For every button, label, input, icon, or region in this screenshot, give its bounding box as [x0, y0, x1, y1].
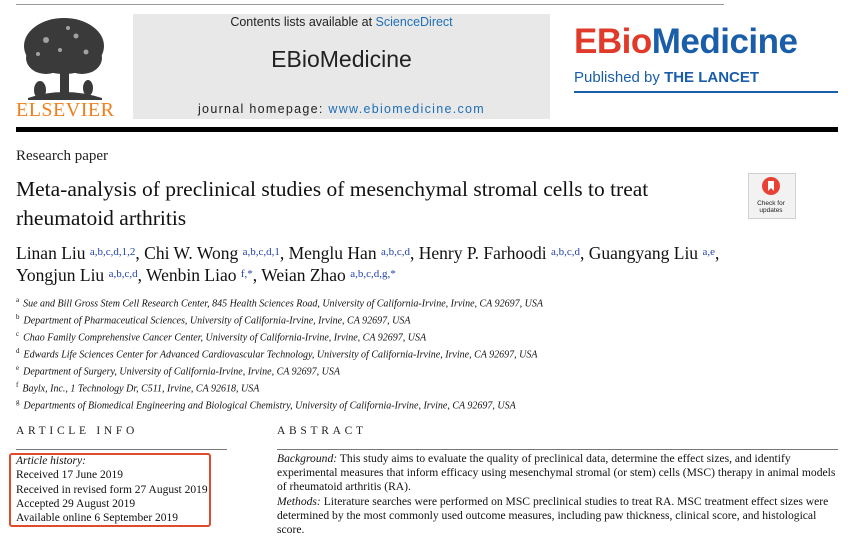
top-rule [16, 4, 724, 5]
affiliation-item [16, 345, 776, 362]
affiliation-text: Chao Family Comprehensive Cancer Center, University of California-Irvine, Irvine, CA 92697, USA [23, 332, 427, 344]
affiliation-key: e [16, 363, 20, 372]
affiliation-text: Sue and Bill Gross Stem Cell Research Center, 845 Health Sciences Road, University of California-Irvine, Irvine, CA 92697, USA [23, 298, 543, 310]
affiliation-text: Department of Surgery, University of California-Irvine, Irvine, CA 92697, USA [23, 366, 341, 378]
sciencedirect-link[interactable]: ScienceDirect [375, 15, 453, 29]
affiliation-key: g [16, 397, 20, 406]
brand-part1: EBio [574, 22, 652, 61]
author-name[interactable]: Menglu Han [288, 243, 377, 263]
contents-line [133, 15, 550, 29]
article-history [16, 454, 208, 525]
affiliation-item [16, 328, 776, 345]
methods-text: Literature searches were performed on MSC preclinical studies to treat RA. MSC treatment effect sizes were determined by the most commonly used outcome measures, including paw thickness, clinical score, and histological score. [277, 494, 829, 537]
author-affiliation-marks[interactable]: a,b,c,d [108, 268, 138, 280]
affiliation-item [16, 379, 776, 396]
contents-prefix: Contents lists available at [230, 15, 376, 29]
affiliation-key: d [16, 346, 20, 355]
author-separator: , [579, 243, 589, 263]
author-affiliation-marks[interactable]: f,* [240, 268, 253, 280]
journal-homepage [133, 102, 550, 116]
history-online: Available online 6 September 2019 [16, 512, 179, 525]
author-name[interactable]: Linan Liu [16, 243, 86, 263]
header-divider [16, 127, 838, 132]
author-separator: , [252, 265, 262, 285]
brand-rule [574, 91, 838, 93]
brand-sub-prefix: Published by [574, 69, 665, 86]
author-name[interactable]: Weian Zhao [261, 265, 346, 285]
author-affiliation-marks[interactable]: a,b,c,d,1 [242, 246, 280, 258]
article-info-rule [16, 449, 227, 450]
affiliation-item [16, 362, 776, 379]
abstract-rule [277, 449, 838, 450]
author-separator: , [409, 243, 419, 263]
author-name[interactable]: Yongjun Liu [16, 265, 105, 285]
abstract-background [277, 452, 839, 495]
author-affiliation-marks[interactable]: a,b,c,d,1,2 [89, 246, 136, 258]
affiliation-key: a [16, 296, 20, 304]
check-for-updates-label: Check for updates [757, 200, 785, 214]
author-name[interactable]: Guangyang Liu [588, 243, 699, 263]
background-text: This study aims to evaluate the quality of preclinical data, determine the effect sizes, and identify experimental measures that inform efficacy using mesenchymal stromal (or stem) cells (MSC) therapy in animal models of rheumatoid arthritis (RA). [277, 452, 836, 494]
affiliation-key: c [16, 329, 20, 338]
author-affiliation-marks[interactable]: a,b,c,d [380, 246, 410, 258]
affiliation-key: f [16, 380, 19, 389]
author-name[interactable]: Henry P. Farhoodi [418, 243, 547, 263]
author-affiliation-marks[interactable]: a,b,c,d [550, 246, 580, 258]
authors-line-2 [16, 264, 796, 286]
elsevier-wordmark[interactable]: ELSEVIER [16, 99, 115, 121]
article-info-heading: ARTICLE INFO [16, 425, 138, 437]
brand-subtitle [574, 69, 759, 86]
affiliation-text: Edwards Life Sciences Center for Advanced Cardiovascular Technology, University of California-Irvine, Irvine, CA 92697, USA [23, 349, 538, 361]
author-name[interactable]: Chi W. Wong [144, 243, 239, 263]
affiliation-key: b [16, 312, 20, 321]
history-accepted: Accepted 29 August 2019 [16, 497, 136, 510]
paper-type: Research paper [16, 148, 109, 164]
homepage-link[interactable]: www.ebiomedicine.com [328, 102, 486, 116]
brand-sub-name: THE LANCET [664, 69, 760, 86]
ebiomedicine-brand-logo[interactable] [574, 22, 798, 62]
abstract-methods [277, 495, 839, 537]
authors-line-1 [16, 242, 796, 264]
journal-name: EBioMedicine [271, 46, 412, 72]
brand-part2: Medicine [651, 22, 798, 61]
author-list [16, 242, 796, 286]
affiliations-list [16, 294, 776, 412]
abstract-heading: ABSTRACT [277, 425, 367, 437]
affiliation-text: Departments of Biomedical Engineering and Biological Chemistry, University of California-Irvine, Irvine, CA 92697, USA [23, 399, 516, 411]
author-separator: , [714, 243, 720, 263]
homepage-prefix: journal homepage: [197, 102, 329, 116]
author-affiliation-marks[interactable]: a,e [702, 246, 715, 258]
history-revised: Received in revised form 27 August 2019 [16, 483, 208, 496]
affiliation-item [16, 396, 776, 413]
affiliation-item [16, 294, 776, 311]
author-separator: , [137, 265, 147, 285]
history-received: Received 17 June 2019 [16, 469, 123, 482]
bookmark-icon [762, 177, 780, 195]
methods-label: Methods: [277, 494, 321, 508]
author-separator: , [279, 243, 289, 263]
affiliation-text: Department of Pharmaceutical Sciences, University of California-Irvine, Irvine, CA 92697, USA [23, 315, 411, 327]
author-separator: , [135, 243, 145, 263]
paper-title: Meta-analysis of preclinical studies of mesenchymal stromal cells to treat rheumatoid arthritis [16, 177, 649, 230]
author-name[interactable]: Wenbin Liao [146, 265, 237, 285]
abstract-text [277, 452, 839, 537]
history-title: Article history: [16, 455, 86, 467]
background-label: Background: [277, 452, 338, 465]
affiliation-text: Baylx, Inc., 1 Technology Dr, C511, Irvine, CA 92618, USA [22, 382, 260, 394]
author-affiliation-marks[interactable]: a,b,c,d,g,* [350, 268, 396, 280]
affiliation-item [16, 311, 776, 328]
